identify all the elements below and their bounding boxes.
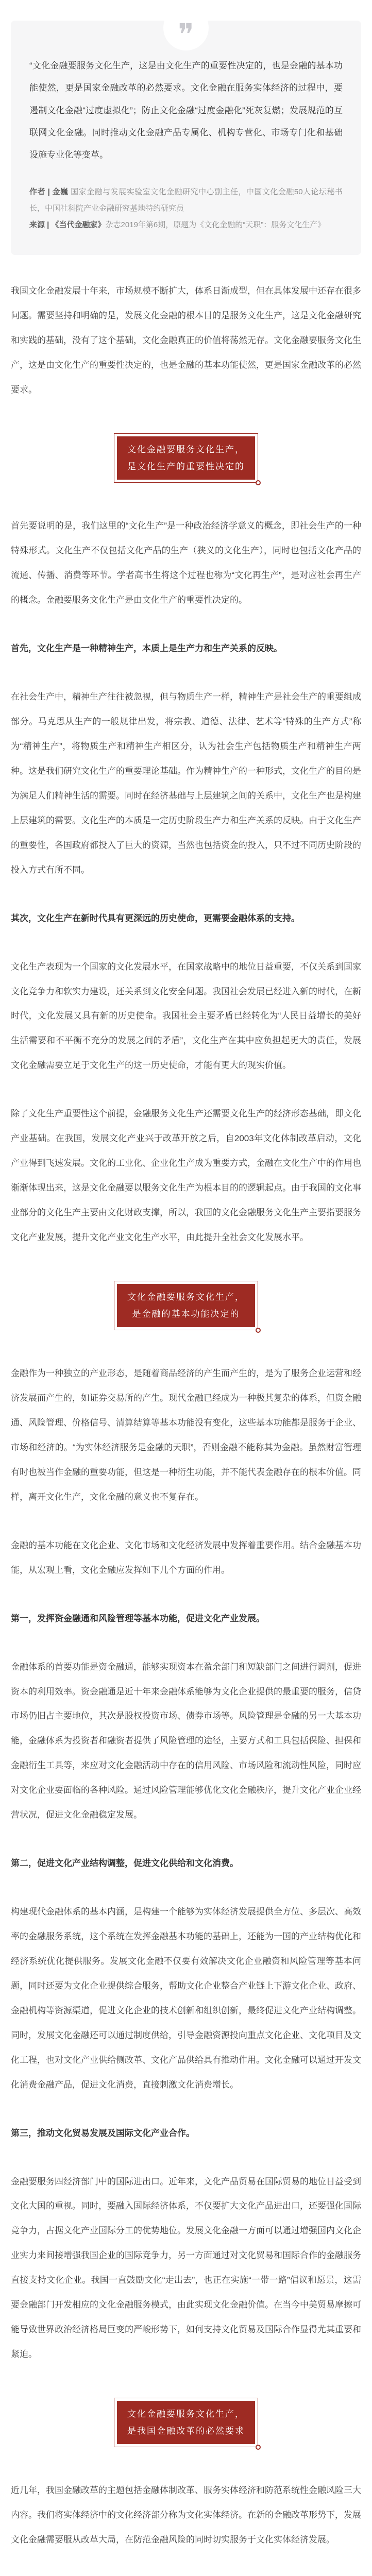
pull-quote-banner <box>11 1284 361 1327</box>
body-paragraph: 在社会生产中，精神生产往往被忽视，但与物质生产一样，精神生产是社会生产的重要组成部分。马克思从生产的一般规律出发，将宗教、道德、法律、艺术等“特殊的生产方式”称为“精神生产”，将物质生产和精神生产相区分，认为社会生产包括物质生产和精神生产两种。这是我们研究文化生产的重要理论基础。作为精神生产的一种形式，文化生产的目的是为满足人们精神生活的需要。同时在经济基础与上层建筑之间的关系中，文化生产也是构建上层建筑的需要。文化生产的本质是一定历史阶段生产力和生产关系的反映。由于文化生产的重要性，各国政府都投入了巨大的资源，当然也包括资金的投入，只不过不同历史阶段的投入方式有所不同。 <box>11 692 361 875</box>
source-rest: 杂志2019年第6期，原题为《文化金融的“天职”：服务文化生产》 <box>105 221 326 230</box>
body-paragraph: 我国文化金融发展十年来，市场规模不断扩大，体系日渐成型，但在具体发展中还存在很多问题。需要坚持和明确的是，发展文化金融的根本目的是服务文化生产，这是文化金融研究和实践的基础，没有了这个基础，文化金融真正的价值将荡然无存。文化金融要服务文化生产，这是由文化生产的重要性决定的，也是金融的基本功能使然，更是国家金融改革的必然要求。 <box>11 286 361 395</box>
pull-quote-banner-box <box>117 2401 255 2444</box>
section-heading: 其次，文化生产在新时代具有更深远的历史使命，更需要金融体系的支持。 <box>11 913 300 923</box>
body-paragraph: 金融体系的首要功能是资金融通，能够实现资本在盈余部门和短缺部门之间进行调剂，促进资本的利用效率。资金融通是近十年来金融体系能够为文化企业提供的最重要的服务，信贷市场仍旧占主要地位，其次是股权投资市场、债券市场等。风险管理是金融的另一大基本功能，金融体系为投资者和融资者提供了风险管理的途径，主要方式和工具包括保险、担保和金融衍生工具等，来应对文化金融活动中存在的信用风险、市场风险和流动性风险，同时应对文化企业要面临的各种风险。通过风险管理能够优化文化金融秩序，提升文化产业企业经营状况，促进文化金融稳定发展。 <box>11 1662 361 1820</box>
pull-quote-line: 文化金融要服务文化生产， <box>127 445 245 455</box>
section-heading: 第三，推动文化贸易发展及国际文化产业合作。 <box>11 2128 195 2138</box>
pull-quote-line: 是文化生产的重要性决定的 <box>127 462 245 472</box>
pull-quote-line: 文化金融要服务文化生产， <box>127 2409 245 2419</box>
pull-quote-banner-box <box>117 1284 255 1327</box>
body-paragraph: 除了文化生产重要性这个前提，金融服务文化生产还需要文化生产的经济形态基础，即文化产业基础。在我国，发展文化产业兴于改革开放之后，自2003年文化体制改革启动，文化产业得到飞速发展。文化的工业化、企业化生产成为重要方式，金融在文化生产中的作用也渐渐体现出来，这是文化金融要以服务文化生产为根本目的的逻辑起点。由于我国的文化事业部分的文化生产主要由文化财政支撑，所以，我国的文化金融服务文化生产主要指要服务文化产业发展，提升文化产业文化生产水平，由此提升全社会文化发展水平。 <box>11 1109 361 1242</box>
pull-quote-line: 是我国金融改革的必然要求 <box>127 2426 245 2436</box>
body-paragraph: 首先要说明的是，我们这里的“文化生产”是一种政治经济学意义的概念，即社会生产的一种特殊形式。文化生产不仅包括文化产品的生产（狭义的文化生产），同时也包括文化产品的流通、传播、消费等环节。学者高书生将这个过程也称为“文化再生产”，是对应社会再生产的概念。金融要服务文化生产是由文化生产的重要性决定的。 <box>11 521 361 605</box>
pull-quote-banner <box>11 436 361 480</box>
section-heading: 第一，发挥资金融通和风险管理等基本功能，促进文化产业发展。 <box>11 1613 265 1623</box>
body-paragraph: 金融作为一种独立的产业形态，是随着商品经济的产生而产生的，是为了服务企业运营和经济发展而产生的，如证券交易所的产生。现代金融已经成为一种极其复杂的体系，但资金融通、风险管理、价格信号、清算结算等基本功能没有变化，这些基本功能都是服务于企业、市场和经济的。“为实体经济服务是金融的天职”，否则金融不能称其为金融。虽然财富管理有时也被当作金融的重要功能，但这是一种衍生功能，并不能代表金融存在的根本价值。同样，离开文化生产，文化金融的意义也不复存在。 <box>11 1368 361 1502</box>
byline-block <box>29 184 343 234</box>
source-line <box>29 217 343 233</box>
body-paragraph: 文化生产表现为一个国家的文化发展水平，在国家战略中的地位日益重要，不仅关系到国家文化竞争力和软实力建设，还关系到文化安全问题。我国社会发展已经进入新的时代，在新时代，文化发展又具有新的历史使命。我国社会主要矛盾已经转化为“人民日益增长的美好生活需要和不平衡不充分的发展之间的矛盾”，文化生产在其中应负担起更大的责任，发展文化金融需要立足于文化生产的这一历史使命，才能有更大的现实价值。 <box>11 961 361 1071</box>
article-page <box>0 17 372 2576</box>
body-paragraph: 金融要服务四经济部门中的国际进出口。近年来，文化产品贸易在国际贸易的地位日益受到文化大国的重视。同时，要融入国际经济体系，不仅要扩大文化产品进出口，还要强化国际竞争力，占据文化产业国际分工的优势地位。发展文化金融一方面可以通过增强国内文化企业实力来间接增强我国企业的国际竞争力，另一方面通过对文化贸易和国际合作的金融服务直接支持文化企业。我国一直鼓励文化“走出去”，也正在实施“一带一路”倡议和愿景，这需要金融部门开发相应的文化金融服务模式，由此实现文化金融价值。在当今中美贸易摩擦可能导致世界政治经济格局巨变的严峻形势下，如何支持文化贸易及国际合作显得尤其重要和紧迫。 <box>11 2176 361 2360</box>
author-rest: 国家金融与发展实验室文化金融研究中心副主任，中国文化金融50人论坛秘书长，中国社科院产业金融研究基地特约研究员 <box>29 187 343 213</box>
section-heading: 首先，文化生产是一种精神生产，本质上是生产力和生产关系的反映。 <box>11 643 282 654</box>
article-body <box>11 279 361 2576</box>
lead-quote-card <box>11 17 361 255</box>
body-paragraph: 近几年，我国金融改革的主题包括金融体制改革、服务实体经济和防范系统性金融风险三大内容。我们将实体经济中的文化经济部分称为文化实体经济。在新的金融改革形势下，发展文化金融需要服从改革大局，在防范金融风险的同时切实服务于文化实体经济发展。 <box>11 2485 361 2545</box>
body-paragraph: 金融的基本功能在文化企业、文化市场和文化经济发展中发挥着重要作用。结合金融基本功能，从宏观上看，文化金融应发挥如下几个方面的作用。 <box>11 1540 361 1575</box>
right-double-quote-icon: ❞ <box>178 17 194 52</box>
pull-quote-line: 是金融的基本功能决定的 <box>132 1309 240 1319</box>
author-line <box>29 184 343 217</box>
section-heading: 第二，促进文化产业结构调整，促进文化供给和文化消费。 <box>11 1858 239 1869</box>
source-label: 来源 | 《当代金融家》 <box>29 221 106 230</box>
pull-quote-banner-box <box>117 436 255 480</box>
body-paragraph: 构建现代金融体系的基本内涵，是构建一个能够为实体经济发展提供全方位、多层次、高效率的金融服务系统，这个系统在发挥金融基本功能的基础上，还能为一国的产业结构优化和经济系统优化提供服务。发展文化金融不仅要有效解决文化企业融资和风险管理等基本问题，同时还要为文化企业提供综合服务，帮助文化企业整合产业链上下游文化企业、政府、金融机构等资源渠道，促进文化企业的技术创新和组织创新，最终促进文化产业结构调整。同时，发展文化金融还可以通过制度供给，引导金融资源投向重点文化企业、文化项目及文化工程，也对文化产业供给侧改革、文化产品供给具有推动作用。文化金融可以通过开发文化消费金融产品，促进文化消费，直接刺激文化消费增长。 <box>11 1907 361 2090</box>
lead-quote-text: “文化金融要服务文化生产，这是由文化生产的重要性决定的，也是金融的基本功能使然，更是国家金融改革的必然要求。文化金融在服务实体经济的过程中，要遏制文化金融“过度虚拟化”；防止文化金融“过度金融化”死灰复燃；发展规范的互联网文化金融。同时推动文化金融产品专属化、机构专营化、市场专门化和基础设施专业化等变革。 <box>29 61 343 160</box>
pull-quote-line: 文化金融要服务文化生产， <box>127 1292 245 1302</box>
quote-mark-icon <box>163 5 209 50</box>
author-label: 作者 | 金巍 <box>29 187 69 196</box>
pull-quote-banner <box>11 2401 361 2444</box>
